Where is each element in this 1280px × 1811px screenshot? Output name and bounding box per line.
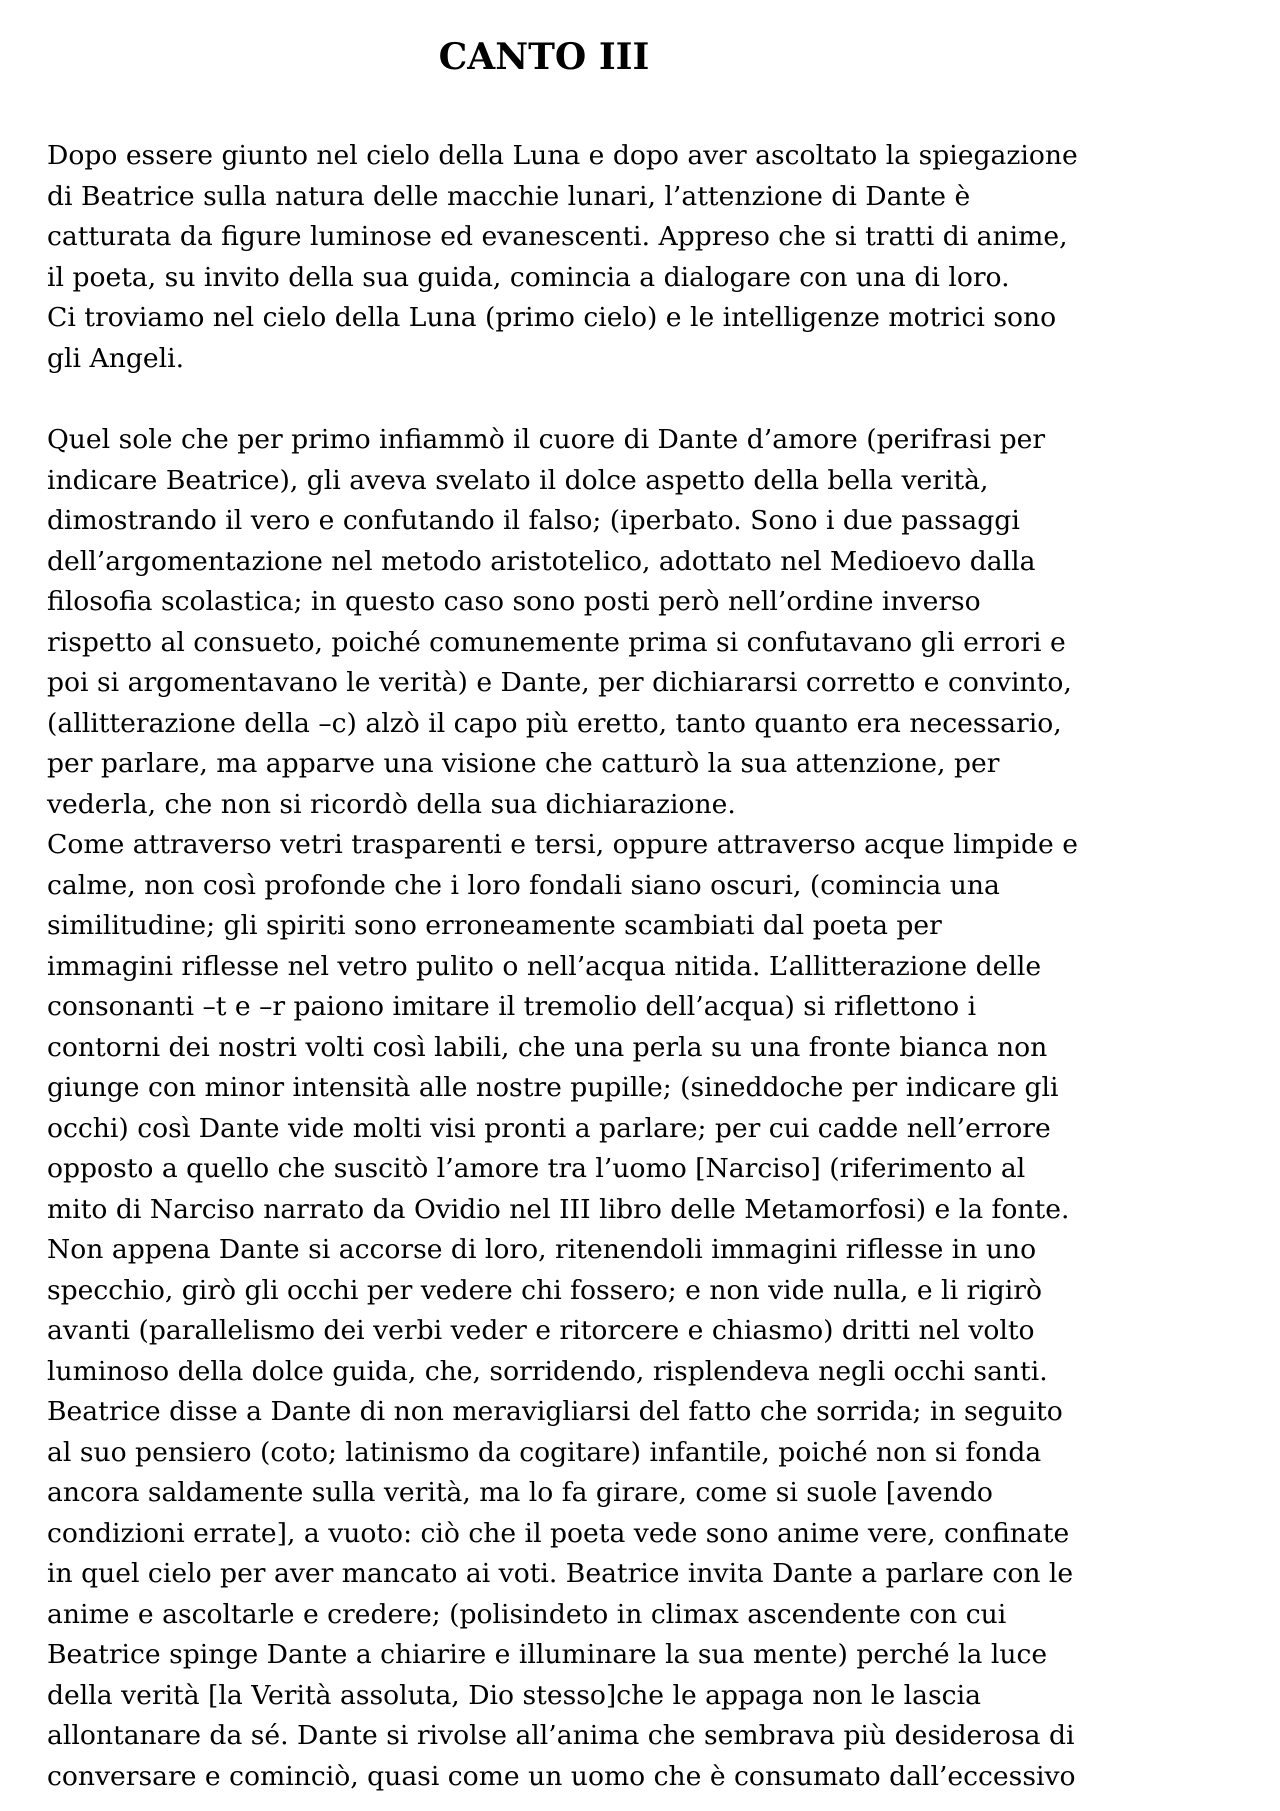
text-line: per parlare, ma apparve una visione che catturò la sua attenzione, per — [47, 748, 1000, 779]
text-line: Beatrice disse a Dante di non meravigliarsi del fatto che sorrida; in seguito — [47, 1396, 1063, 1427]
text-line: catturata da figure luminose ed evanescenti. Appreso che si tratti di anime, — [47, 221, 1068, 252]
text-line: in quel cielo per aver mancato ai voti. Beatrice invita Dante a parlare con le — [47, 1558, 1074, 1589]
text-line: occhi) così Dante vide molti visi pronti a parlare; per cui cadde nell’errore — [47, 1112, 1051, 1144]
text-line: Quel sole che per primo infiammò il cuore di Dante d’amore (perifrasi per — [47, 424, 1046, 455]
text-line: dimostrando il vero e confutando il falso; (iperbato. Sono i due passaggi — [47, 505, 1020, 536]
text-line: specchio, girò gli occhi per vedere chi fossero; e non vide nulla, e li rigirò — [47, 1274, 1042, 1306]
text-line: Come attraverso vetri trasparenti e tersi, oppure attraverso acque limpide e — [47, 829, 1078, 860]
paragraph-intro — [47, 136, 1247, 379]
text-line: Dopo essere giunto nel cielo della Luna e dopo aver ascoltato la spiegazione — [47, 140, 1078, 171]
text-line: poi si argomentavano le verità) e Dante, per dichiararsi corretto e convinto, — [47, 667, 1072, 698]
text-line: giunge con minor intensità alle nostre pupille; (sineddoche per indicare gli — [47, 1072, 1059, 1103]
text-line: mito di Narciso narrato da Ovidio nel III libro delle Metamorfosi) e la fonte. — [47, 1193, 1070, 1225]
text-line: conversare e cominciò, quasi come un uomo che è consumato dall’eccessivo — [47, 1760, 1076, 1792]
text-line: Ci troviamo nel cielo della Luna (primo cielo) e le intelligenze motrici sono — [47, 302, 1057, 333]
text-line: al suo pensiero (coto; latinismo da cogitare) infantile, poiché non si fonda — [47, 1436, 1042, 1468]
text-line: il poeta, su invito della sua guida, comincia a dialogare con una di loro. — [47, 261, 1010, 293]
text-line: Non appena Dante si accorse di loro, ritenendoli immagini riflesse in uno — [47, 1234, 1037, 1265]
text-line: contorni dei nostri volti così labili, che una perla su una fronte bianca non — [47, 1031, 1048, 1063]
text-line: condizioni errate], a vuoto: ciò che il poeta vede sono anime vere, confinate — [47, 1517, 1070, 1549]
text-line: vederla, che non si ricordò della sua dichiarazione. — [47, 788, 736, 820]
text-line: della verità [la Verità assoluta, Dio stesso]che le appaga non le lascia — [47, 1679, 981, 1711]
text-line: anime e ascoltarle e credere; (polisindeto in climax ascendente con cui — [47, 1598, 1007, 1630]
text-line: opposto a quello che suscitò l’amore tra l’uomo [Narciso] (riferimento al — [47, 1153, 1026, 1184]
text-line: Beatrice spinge Dante a chiarire e illuminare la sua mente) perché la luce — [47, 1639, 1048, 1670]
text-line: filosofia scolastica; in questo caso sono posti però nell’ordine inverso — [47, 586, 981, 617]
paragraph-commentary — [47, 420, 1247, 1797]
text-line: consonanti –t e –r paiono imitare il tremolio dell’acqua) si riflettono i — [47, 991, 977, 1022]
document-body — [47, 136, 1247, 1797]
text-line: ancora saldamente sulla verità, ma lo fa girare, come si suole [avendo — [47, 1477, 993, 1508]
text-line: luminoso della dolce guida, che, sorridendo, risplendeva negli occhi santi. — [47, 1355, 1048, 1387]
text-line: rispetto al consueto, poiché comunemente prima si confutavano gli errori e — [47, 626, 1066, 658]
text-line: calme, non così profonde che i loro fondali siano oscuri, (comincia una — [47, 869, 1000, 901]
text-line: indicare Beatrice), gli aveva svelato il dolce aspetto della bella verità, — [47, 464, 989, 496]
text-line: dell’argomentazione nel metodo aristotelico, adottato nel Medioevo dalla — [47, 545, 1036, 577]
text-line: immagini riflesse nel vetro pulito o nell’acqua nitida. L’allitterazione delle — [47, 950, 1042, 982]
text-line: avanti (parallelismo dei verbi veder e ritorcere e chiasmo) dritti nel volto — [47, 1315, 1035, 1346]
text-line: similitudine; gli spiriti sono erroneamente scambiati dal poeta per — [47, 910, 942, 941]
text-line: (allitterazione della –c) alzò il capo più eretto, tanto quanto era necessario, — [47, 707, 1062, 739]
text-line: di Beatrice sulla natura delle macchie lunari, l’attenzione di Dante è — [47, 180, 971, 212]
page-title: CANTO III — [438, 36, 650, 78]
text-line: allontanare da sé. Dante si rivolse all’anima che sembrava più desiderosa di — [47, 1720, 1075, 1751]
paragraph-gap — [47, 379, 1247, 420]
text-line: gli Angeli. — [47, 342, 185, 374]
